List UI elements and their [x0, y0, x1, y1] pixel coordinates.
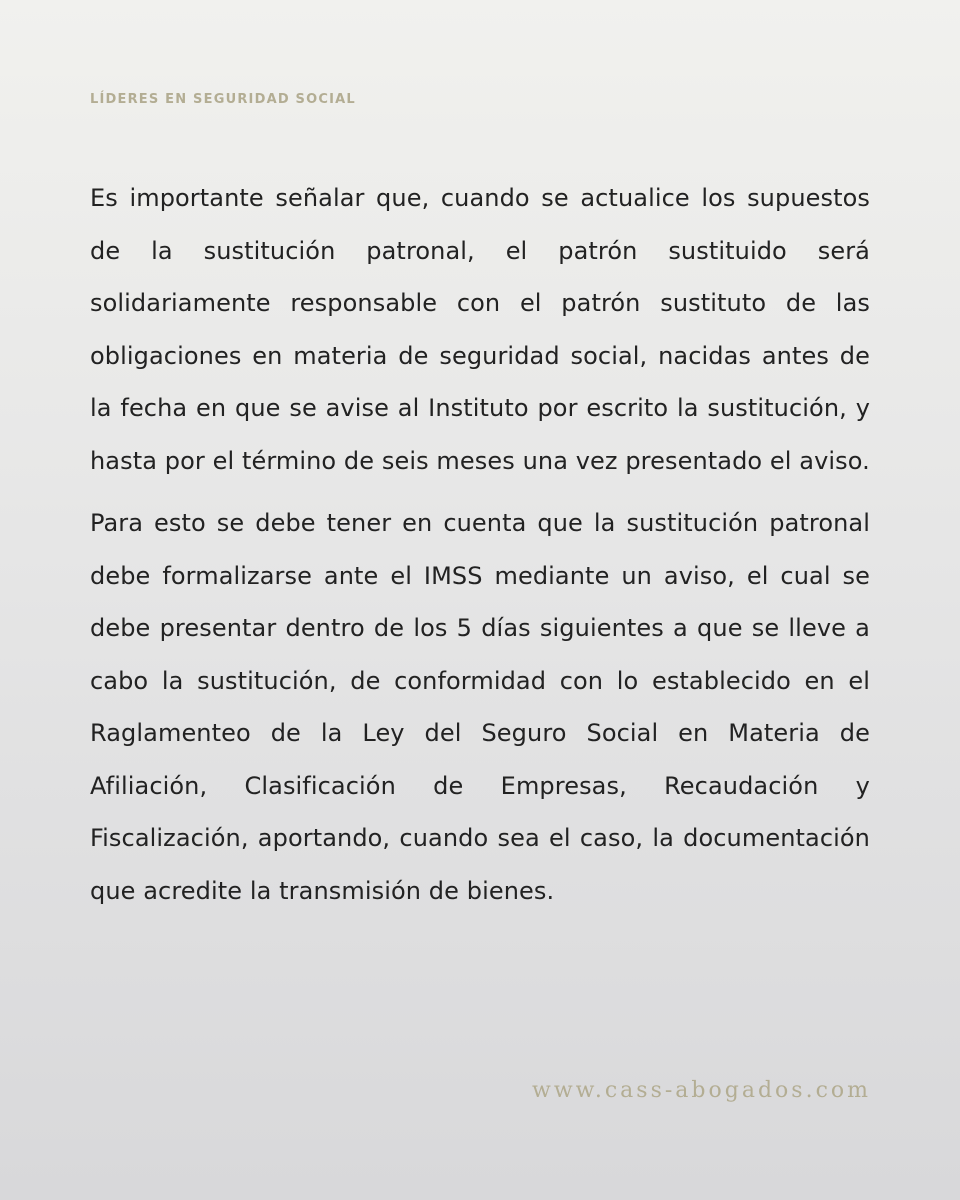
website-url: www.cass-abogados.com	[531, 1078, 871, 1103]
paragraph-1: Es importante señalar que, cuando se actualice los supuestos de la sustitución patronal, el patrón sustituido será solidariamente responsable con el patrón sustituto de las obligaciones en materia de seguridad social, nacidas antes de la fecha en que se avise al Instituto por escrito la sustitución, y hasta por el término de seis meses una vez presentado el aviso.	[90, 184, 870, 475]
brand-tagline: LÍDERES EN SEGURIDAD SOCIAL	[90, 92, 356, 107]
article-body	[90, 172, 870, 927]
paragraph-2: Para esto se debe tener en cuenta que la sustitución patronal debe formalizarse ante el IMSS mediante un aviso, el cual se debe presentar dentro de los 5 días siguientes a que se lleve a cabo la sustitución, de conformidad con lo establecido en el Raglamenteo de la Ley del Seguro Social en Materia de Afiliación, Clasificación de Empresas, Recaudación y Fiscalización, aportando, cuando sea el caso, la documentación que acredite la transmisión de bienes.	[90, 509, 870, 905]
